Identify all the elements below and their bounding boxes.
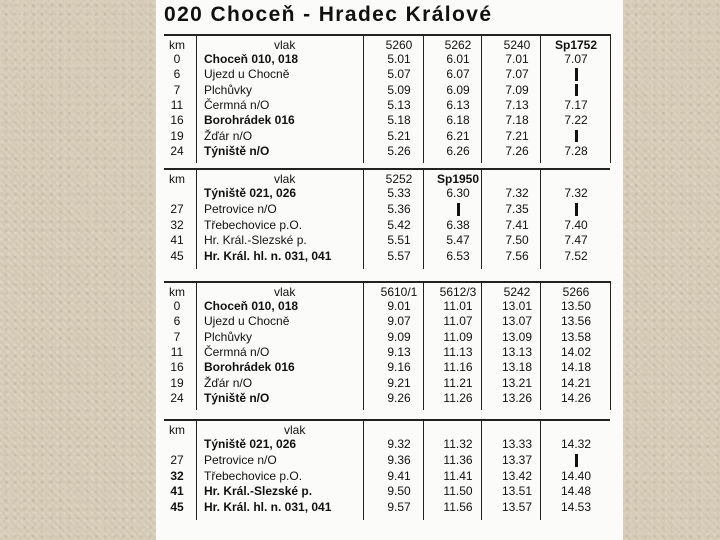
station-name: Týniště 021, 026 [204, 186, 297, 200]
column-rule [196, 281, 197, 410]
pass-through-mark [575, 203, 578, 216]
km-value: 6 [173, 67, 181, 82]
departure-time: 13.57 [501, 500, 533, 515]
departure-time: 7.40 [564, 217, 588, 232]
km-value: 24 [170, 143, 184, 158]
departure-time: 6.26 [446, 143, 470, 158]
column-rule [363, 281, 364, 410]
departure-time: 14.40 [560, 468, 592, 483]
departure-time: 7.32 [564, 186, 588, 200]
km-value: 16 [170, 360, 184, 375]
departure-time: 5.51 [387, 233, 411, 248]
train-header: vlak [274, 172, 296, 186]
departure-time: 9.26 [387, 390, 411, 405]
km-value: 19 [170, 375, 184, 390]
section-top-rule [164, 419, 610, 421]
station-name: Choceň 010, 018 [204, 52, 299, 66]
station-name: Ujezd u Chocně [204, 314, 290, 329]
km-header: km [169, 172, 185, 186]
km-value: 6 [173, 314, 181, 329]
departure-time: 11.26 [443, 390, 473, 405]
train-number: 5240 [503, 38, 531, 52]
station-name: Hr. Král.-Slezské p. [204, 233, 307, 248]
departure-time: 14.26 [560, 390, 592, 405]
departure-time: 7.41 [505, 217, 529, 232]
departure-time: 13.09 [501, 329, 533, 344]
departure-time: 7.52 [564, 249, 588, 264]
departure-time: 13.33 [501, 437, 533, 451]
train-number: Sp1950 [436, 172, 480, 186]
departure-time: 7.13 [505, 97, 529, 112]
train-header: vlak [274, 38, 296, 52]
departure-time: 7.35 [505, 201, 529, 216]
departure-time: 6.09 [446, 82, 470, 97]
station-name: Plchůvky [204, 329, 253, 344]
column-rule [363, 168, 364, 269]
station-name: Borohrádek 016 [204, 360, 295, 375]
timetable-sheet [156, 0, 623, 540]
departure-time: 11.56 [443, 500, 473, 515]
pass-through-mark [575, 454, 578, 467]
departure-time: 11.09 [443, 329, 473, 344]
pass-through-mark [575, 68, 578, 80]
column-rule [196, 168, 197, 269]
station-name: Petrovice n/O [204, 201, 277, 216]
departure-time: 7.47 [564, 233, 588, 248]
column-rule [610, 34, 611, 163]
departure-time: 6.21 [446, 128, 470, 143]
departure-time: 7.17 [564, 97, 588, 112]
station-name: Týniště n/O [204, 390, 270, 405]
departure-time: 14.48 [560, 484, 592, 499]
km-value: 0 [173, 299, 181, 313]
train-number: 5252 [385, 172, 413, 186]
departure-time: 9.16 [387, 360, 411, 375]
departure-time: 9.07 [387, 314, 411, 329]
departure-time: 6.07 [446, 67, 470, 82]
departure-time: 13.18 [501, 360, 533, 375]
departure-time: 5.26 [387, 143, 411, 158]
departure-time: 9.57 [387, 500, 411, 515]
departure-time: 13.21 [501, 375, 533, 390]
station-name: Třebechovice p.O. [204, 468, 303, 483]
departure-time: 5.21 [387, 128, 411, 143]
departure-time: 13.42 [501, 468, 533, 483]
km-value: 45 [170, 249, 184, 264]
section-top-rule [164, 34, 610, 36]
departure-time: 13.13 [501, 344, 533, 359]
train-number: 5610/1 [380, 285, 418, 299]
station-name: Petrovice n/O [204, 452, 277, 467]
departure-time: 5.01 [387, 52, 411, 66]
km-value: 41 [170, 484, 184, 499]
train-header: vlak [284, 423, 306, 437]
departure-time: 7.28 [564, 143, 588, 158]
departure-time: 5.07 [387, 67, 411, 82]
km-value: 24 [170, 390, 184, 405]
km-value: 41 [170, 233, 184, 248]
column-rule [363, 419, 364, 520]
departure-time: 9.41 [387, 468, 411, 483]
station-name: Plchůvky [204, 82, 253, 97]
departure-time: 11.41 [443, 468, 473, 483]
station-name: Hr. Král. hl. n. 031, 041 [204, 500, 332, 515]
departure-time: 6.30 [446, 186, 470, 200]
departure-time: 7.09 [505, 82, 529, 97]
departure-time: 14.21 [560, 375, 592, 390]
departure-time: 14.18 [560, 360, 592, 375]
departure-time: 7.07 [564, 52, 588, 66]
timetable-section [156, 168, 623, 269]
departure-time: 5.33 [387, 186, 411, 200]
station-name: Žďár n/O [204, 375, 253, 390]
departure-time: 13.56 [560, 314, 592, 329]
km-value: 11 [170, 97, 184, 112]
departure-time: 5.57 [387, 249, 411, 264]
train-number: 5266 [562, 285, 590, 299]
km-value: 27 [170, 452, 184, 467]
departure-time: 11.13 [443, 344, 473, 359]
train-number: 5262 [444, 38, 472, 52]
km-header: km [169, 423, 185, 437]
departure-time: 7.26 [505, 143, 529, 158]
pass-through-mark [575, 84, 578, 96]
column-rule [196, 34, 197, 163]
station-name: Čermná n/O [204, 344, 270, 359]
km-value: 16 [170, 113, 184, 128]
station-name: Ujezd u Chocně [204, 67, 290, 82]
departure-time: 11.07 [443, 314, 473, 329]
departure-time: 9.01 [387, 299, 411, 313]
departure-time: 11.50 [443, 484, 473, 499]
km-value: 45 [170, 500, 184, 515]
km-value: 32 [170, 217, 184, 232]
departure-time: 7.50 [505, 233, 529, 248]
departure-time: 11.16 [443, 360, 473, 375]
station-name: Týniště n/O [204, 143, 270, 158]
departure-time: 9.13 [387, 344, 411, 359]
section-top-rule [164, 168, 610, 170]
departure-time: 13.37 [501, 452, 533, 467]
departure-time: 5.36 [387, 201, 411, 216]
train-number: 5612/3 [439, 285, 477, 299]
pass-through-mark [575, 130, 578, 142]
departure-time: 7.22 [564, 113, 588, 128]
train-header: vlak [274, 285, 296, 299]
km-header: km [169, 38, 185, 52]
departure-time: 14.02 [560, 344, 592, 359]
column-rule [196, 419, 197, 520]
departure-time: 9.32 [387, 437, 411, 451]
departure-time: 7.56 [505, 249, 529, 264]
departure-time: 9.36 [387, 452, 411, 467]
column-rule [610, 281, 611, 410]
departure-time: 11.36 [443, 452, 473, 467]
timetable-section [156, 34, 623, 163]
pass-through-mark [457, 203, 460, 216]
departure-time: 13.01 [501, 299, 533, 313]
station-name: Třebechovice p.O. [204, 217, 303, 232]
station-name: Čermná n/O [204, 97, 270, 112]
departure-time: 11.21 [443, 375, 473, 390]
departure-time: 13.07 [501, 314, 533, 329]
train-number: 5242 [503, 285, 531, 299]
departure-time: 9.21 [387, 375, 411, 390]
km-value: 0 [173, 52, 181, 66]
km-value: 19 [170, 128, 184, 143]
km-value: 32 [170, 468, 184, 483]
departure-time: 14.53 [560, 500, 592, 515]
departure-time: 5.47 [446, 233, 470, 248]
departure-time: 6.38 [446, 217, 470, 232]
departure-time: 5.13 [387, 97, 411, 112]
station-name: Hr. Král. hl. n. 031, 041 [204, 249, 332, 264]
departure-time: 6.18 [446, 113, 470, 128]
departure-time: 6.53 [446, 249, 470, 264]
timetable-section [156, 419, 623, 520]
departure-time: 6.13 [446, 97, 470, 112]
departure-time: 5.09 [387, 82, 411, 97]
departure-time: 7.18 [505, 113, 529, 128]
departure-time: 13.58 [560, 329, 592, 344]
station-name: Choceň 010, 018 [204, 299, 299, 313]
departure-time: 5.42 [387, 217, 411, 232]
km-value: 11 [170, 344, 184, 359]
km-value: 7 [173, 82, 181, 97]
departure-time: 13.50 [560, 299, 592, 313]
timetable-section [156, 281, 623, 410]
departure-time: 6.01 [446, 52, 470, 66]
departure-time: 11.01 [443, 299, 473, 313]
departure-time: 5.18 [387, 113, 411, 128]
station-name: Žďár n/O [204, 128, 253, 143]
departure-time: 13.51 [501, 484, 533, 499]
station-name: Týniště 021, 026 [204, 437, 297, 451]
train-number: Sp1752 [554, 38, 598, 52]
departure-time: 7.32 [505, 186, 529, 200]
departure-time: 7.01 [505, 52, 529, 66]
column-rule [363, 34, 364, 163]
departure-time: 13.26 [501, 390, 533, 405]
km-header: km [169, 285, 185, 299]
station-name: Hr. Král.-Slezské p. [204, 484, 313, 499]
departure-time: 11.32 [443, 437, 473, 451]
departure-time: 14.32 [560, 437, 592, 451]
departure-time: 9.09 [387, 329, 411, 344]
km-value: 7 [173, 329, 181, 344]
departure-time: 7.07 [505, 67, 529, 82]
station-name: Borohrádek 016 [204, 113, 295, 128]
train-number: 5260 [385, 38, 413, 52]
km-value: 27 [170, 201, 184, 216]
section-top-rule [164, 281, 610, 283]
departure-time: 7.21 [505, 128, 529, 143]
departure-time: 9.50 [387, 484, 411, 499]
timetable-title: 020 Choceň - Hradec Králové [164, 3, 493, 26]
